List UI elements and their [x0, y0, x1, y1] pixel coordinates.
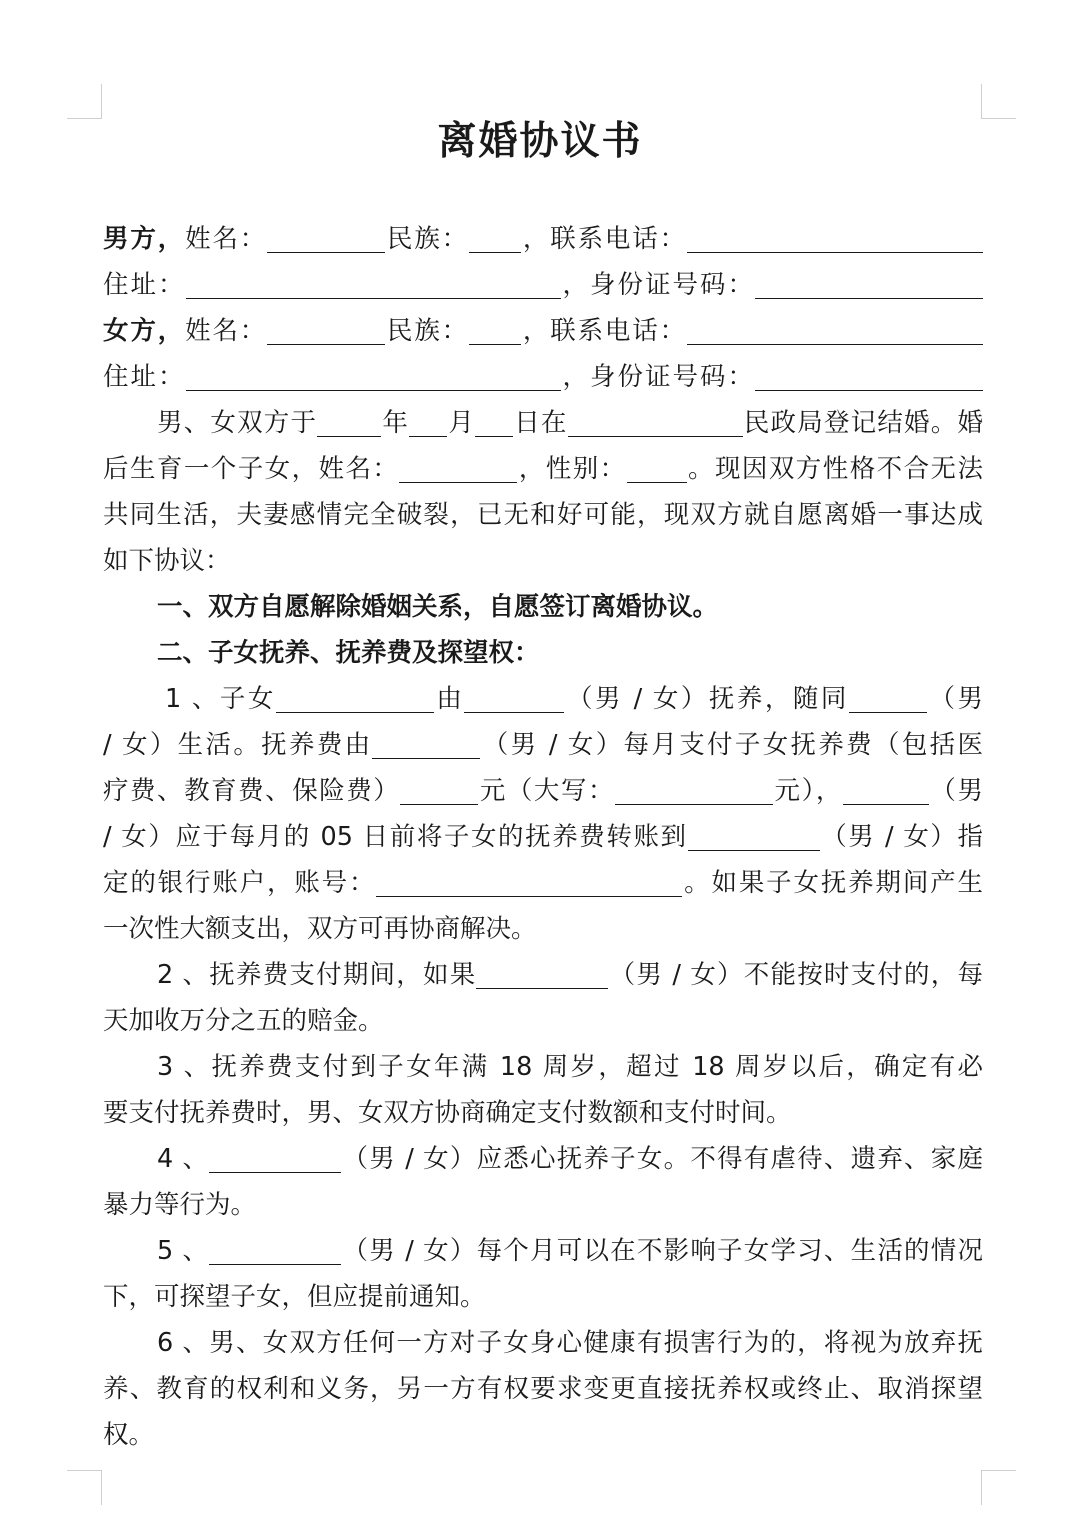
section-1-heading: 一、双方自愿解除婚姻关系，自愿签订离婚协议。 [157, 592, 719, 622]
child-field[interactable] [276, 682, 434, 713]
preamble-text: 后生育一个子女，姓名： [103, 454, 400, 484]
page-corner-mark-bottom-right [981, 1470, 1016, 1505]
item-text: 4 、 [157, 1144, 210, 1174]
item-1-line-5 [103, 860, 983, 906]
ethnicity-label: 民族： [385, 224, 470, 254]
item-text: （男 / 女）每个月可以在不影响子女学习、生活的情况 [341, 1236, 983, 1266]
marriage-day-field[interactable] [475, 406, 513, 437]
male-label: 男方， [103, 224, 186, 254]
item-1-line-3 [103, 768, 983, 814]
male-phone-field[interactable] [687, 222, 983, 253]
item-text: 。如果子女抚养期间产生 [682, 868, 983, 898]
name-label: 姓名： [185, 224, 268, 254]
item-text: 定的银行账户，账号： [103, 868, 377, 898]
address-label: 住址： [103, 270, 186, 300]
section-2-heading: 二、子女抚养、抚养费及探望权： [157, 638, 540, 668]
item-text: 元（大写： [478, 776, 616, 806]
item-text: 1 、子女 [165, 684, 276, 714]
item-text: 5 、 [157, 1236, 210, 1266]
male-address-line [103, 262, 983, 308]
item-1-line-6: 一次性大额支出，双方可再协商解决。 [103, 914, 537, 944]
child-gender-field[interactable] [627, 452, 687, 483]
female-ethnicity-field[interactable] [469, 314, 521, 345]
day-label: 日在 [513, 408, 568, 438]
item-6-line-1: 6 、男、女双方任何一方对子女身心健康有损害行为的，将视为放弃抚 [157, 1328, 983, 1358]
item-6-line-2: 养、教育的权利和义务，另一方有权要求变更直接抚养权或终止、取消探望 [103, 1374, 983, 1404]
female-address-field[interactable] [186, 360, 561, 391]
ethnicity-label: 民族： [385, 316, 470, 346]
month-label: 月 [447, 408, 476, 438]
phone-label: ，联系电话： [521, 316, 687, 346]
male-name-field[interactable] [267, 222, 385, 253]
item-text: （男 / 女）指 [819, 822, 983, 852]
preamble-text: 。现因双方性格不合无法 [686, 454, 983, 484]
female-id-field[interactable] [755, 360, 983, 391]
marriage-year-field[interactable] [317, 406, 381, 437]
preamble-line-4: 如下协议： [103, 546, 231, 576]
preamble-line-2 [103, 446, 983, 492]
id-label: ，身份证号码： [560, 270, 755, 300]
preamble-line-1 [103, 400, 983, 446]
child-name-field[interactable] [399, 452, 517, 483]
item-1-line-1 [103, 676, 983, 722]
late-payer-field[interactable] [476, 958, 608, 989]
name-label: 姓名： [185, 316, 268, 346]
civil-affairs-bureau-field[interactable] [568, 406, 743, 437]
item-4-line-1 [103, 1136, 983, 1182]
address-label: 住址： [103, 362, 186, 392]
female-label: 女方， [103, 316, 186, 346]
document-title: 离婚协议书 [437, 119, 643, 164]
female-name-field[interactable] [267, 314, 385, 345]
item-text: （男 [928, 776, 983, 806]
item-text: 由 [433, 684, 465, 714]
item-1-line-2 [103, 722, 983, 768]
bank-account-field[interactable] [376, 866, 682, 897]
item-text: （男 / 女）不能按时支付的，每 [608, 960, 983, 990]
phone-label: ，联系电话： [521, 224, 687, 254]
male-ethnicity-field[interactable] [469, 222, 521, 253]
item-text: （男 / 女）应悉心抚养子女。不得有虐待、遗弃、家庭 [341, 1144, 983, 1174]
item-text: 2 、抚养费支付期间，如果 [157, 960, 477, 990]
item-text: （男 [926, 684, 983, 714]
caregiver-field[interactable] [209, 1142, 341, 1173]
item-text: 疗费、教育费、保险费） [103, 776, 401, 806]
item-5-line-1 [103, 1228, 983, 1274]
item-1-line-4 [103, 814, 983, 860]
female-address-line [103, 354, 983, 400]
live-with-field[interactable] [849, 682, 927, 713]
visitor-field[interactable] [209, 1234, 341, 1265]
id-label: ，身份证号码： [560, 362, 755, 392]
document-body [103, 216, 983, 1458]
transfer-payer-field[interactable] [843, 774, 929, 805]
amount-field[interactable] [400, 774, 478, 805]
female-party-line [103, 308, 983, 354]
transfer-recipient-field[interactable] [688, 820, 820, 851]
year-label: 年 [381, 408, 410, 438]
item-3-line-2: 要支付抚养费时，男、女双方协商确定支付数额和支付时间。 [103, 1098, 792, 1128]
item-4-line-2: 暴力等行为。 [103, 1190, 257, 1220]
item-2-line-2: 天加收万分之五的赔金。 [103, 1006, 384, 1036]
preamble-line-3: 共同生活，夫妻感情完全破裂，已无和好可能，现双方就自愿离婚一事达成 [103, 500, 983, 530]
item-text: / 女）应于每月的 05 日前将子女的抚养费转账到 [103, 822, 688, 852]
item-2-line-1 [103, 952, 983, 998]
custodian-field[interactable] [464, 682, 564, 713]
gender-label: ，性别： [517, 454, 627, 484]
page-corner-mark-bottom-left [67, 1470, 102, 1505]
preamble-text: 民政局登记结婚。婚 [742, 408, 983, 438]
item-3-line-1: 3 、抚养费支付到子女年满 18 周岁，超过 18 周岁以后，确定有必 [157, 1052, 983, 1082]
preamble-text: 男、女双方于 [157, 408, 318, 438]
item-6-line-3: 权。 [103, 1420, 155, 1450]
female-phone-field[interactable] [687, 314, 983, 345]
male-address-field[interactable] [186, 268, 561, 299]
payer-field[interactable] [372, 728, 480, 759]
item-5-line-2: 下，可探望子女，但应提前通知。 [103, 1282, 486, 1312]
item-text: / 女）生活。抚养费由 [103, 730, 373, 760]
male-party-line [103, 216, 983, 262]
item-text: （男 / 女）抚养，随同 [564, 684, 849, 714]
amount-uppercase-field[interactable] [615, 774, 773, 805]
item-text: 元）， [773, 776, 843, 806]
male-id-field[interactable] [755, 268, 983, 299]
marriage-month-field[interactable] [409, 406, 447, 437]
item-text: （男 / 女）每月支付子女抚养费（包括医 [480, 730, 983, 760]
